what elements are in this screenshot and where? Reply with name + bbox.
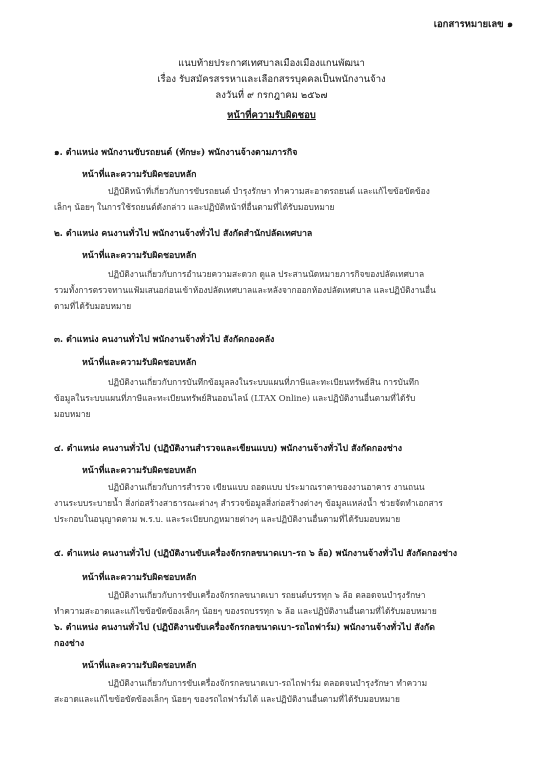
header-subject-line: เรื่อง รับสมัครสรรหาและเลือกสรรบุคคลเป็นพนักงานจ้าง — [157, 74, 386, 85]
section-4-heading: หน้าที่และความรับผิดชอบหลัก — [82, 466, 197, 476]
section-1-heading: หน้าที่และความรับผิดชอบหลัก — [82, 170, 197, 180]
section-5-title: ๕. ตำแหน่ง คนงานทั่วไป (ปฏิบัติงานขับเครื่องจักรกลขนาดเบา-รถ ๖ ล้อ) พนักงานจ้างทั่วไป สังกัดกองช่าง — [54, 549, 458, 559]
section-2-title: ๒. ตำแหน่ง คนงานทั่วไป พนักงานจ้างทั่วไป สังกัดสำนักปลัดเทศบาล — [54, 229, 313, 239]
section-5-heading: หน้าที่และความรับผิดชอบหลัก — [82, 573, 197, 583]
section-6-title-continued: กองช่าง — [54, 639, 85, 649]
section-2-heading: หน้าที่และความรับผิดชอบหลัก — [82, 251, 197, 261]
section-1-body: ปฏิบัติหน้าที่เกี่ยวกับการขับรถยนต์ บำรุงรักษา ทำความสะอาดรถยนต์ และแก้ไขข้อขัดข้อง เล็กๆ น้อยๆ ในการใช้รถยนต์ดังกล่าว และปฏิบัติหน้าที่อื่นตามที่ได้รับมอบหมาย — [54, 186, 430, 212]
section-3-heading: หน้าที่และความรับผิดชอบหลัก — [82, 358, 197, 368]
header-attachment-line: แนบท้ายประกาศเทศบาลเมืองเมืองแกนพัฒนา — [178, 58, 365, 69]
section-4-body: ปฏิบัติงานเกี่ยวกับการสำรวจ เขียนแบบ ถอดแบบ ประมาณราคาของงานอาคาร งานถนน งานระบบระบายน้ำ สิ่งก่อสร้างสาธารณะต่างๆ สำรวจข้อมูลสิ่งก่อสร้างต่างๆ ข้อมูลแหล่งน้ำ ช่วยจัดทำเอกสาร ประกอบในอนุญาตตาม พ.ร.บ. และระเบียบกฎหมายต่างๆ และปฏิบัติงานอื่นตามที่ได้รับมอบหมาย — [54, 482, 443, 524]
section-6-body: ปฏิบัติงานเกี่ยวกับการขับเครื่องจักรกลขนาดเบา-รถไถฟาร์ม ตลอดจนบำรุงรักษา ทำความ สะอาดและแก้ไขข้อขัดข้องเล็กๆ น้อยๆ ของรถไถฟาร์มได้ และปฏิบัติงานอื่นตามที่ได้รับมอบหมาย — [54, 678, 428, 704]
section-3-title: ๓. ตำแหน่ง คนงานทั่วไป พนักงานจ้างทั่วไป สังกัดกองคลัง — [54, 335, 275, 345]
reference-number: เอกสารหมายเลข ๑ — [433, 19, 513, 30]
section-6-title: ๖. ตำแหน่ง คนงานทั่วไป (ปฏิบัติงานขับเครื่องจักรกลขนาดเบา-รถไถฟาร์ม) พนักงานจ้างทั่วไป สังกัด — [54, 623, 435, 633]
header-date-line: ลงวันที่ ๙ กรกฎาคม ๒๕๖๗ — [215, 90, 328, 101]
header-title: หน้าที่ความรับผิดชอบ — [227, 110, 316, 121]
section-5-body: ปฏิบัติงานเกี่ยวกับการขับเครื่องจักรกลขนาดเบา รถยนต์บรรทุก ๖ ล้อ ตลอดจนบำรุงรักษา ทำความสะอาดและแก้ไขข้อขัดข้องเล็กๆ น้อยๆ ของรถบรรทุก ๖ ล้อ และปฏิบัติงานอื่นตามที่ได้รับมอบหมาย — [54, 590, 437, 616]
section-2-body: ปฏิบัติงานเกี่ยวกับการอำนวยความสะดวก ดูแล ประสานนัดหมายภารกิจของปลัดเทศบาล รวมทั้งการตรวจทานแฟ้มเสนอก่อนเข้าห้องปลัดเทศบาลและหลังจากออกห้องปลัดเทศบาล และปฏิบัติงานอื่น ตามที่ได้รับมอบหมาย — [54, 269, 436, 311]
section-3-body: ปฏิบัติงานเกี่ยวกับการบันทึกข้อมูลลงในระบบแผนที่ภาษีและทะเบียนทรัพย์สิน การบันทึก ข้อมูลในระบบแผนที่ภาษีและทะเบียนทรัพย์สินออนไลน์ (LTAX Online) และปฏิบัติงานอื่นตามที่ได้รับ มอบหมาย — [54, 377, 420, 419]
section-4-title: ๔. ตำแหน่ง คนงานทั่วไป (ปฏิบัติงานสำรวจและเขียนแบบ) พนักงานจ้างทั่วไป สังกัดกองช่าง — [54, 444, 402, 454]
section-6-heading: หน้าที่และความรับผิดชอบหลัก — [82, 661, 197, 671]
section-1-title: ๑. ตำแหน่ง พนักงานขับรถยนต์ (ทักษะ) พนักงานจ้างตามภารกิจ — [54, 148, 298, 158]
